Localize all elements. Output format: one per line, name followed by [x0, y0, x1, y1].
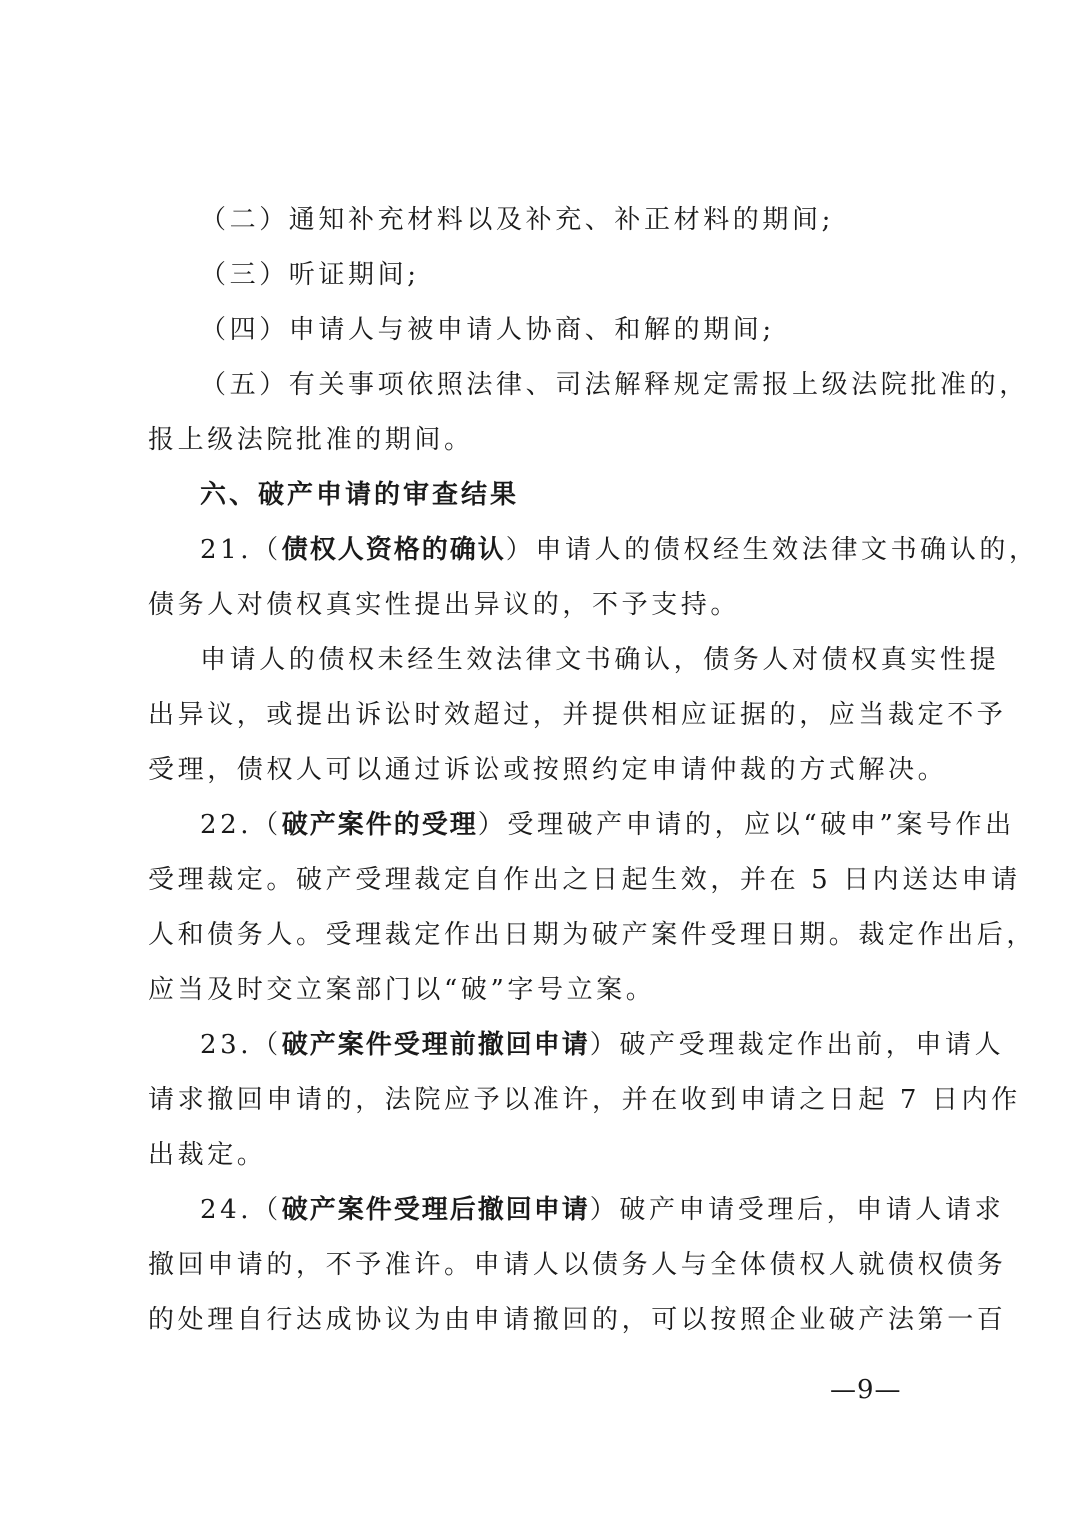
article-22-number: 22.（: [200, 810, 282, 840]
article-22-line-2: 受理裁定。破产受理裁定自作出之日起生效，并在 5 日内送达申请: [148, 865, 1021, 895]
article-21-title: 债权人资格的确认: [281, 535, 506, 565]
article-23-line-3: 出裁定。: [148, 1140, 267, 1170]
article-23-close: ）: [589, 1030, 620, 1060]
paragraph-5-line-2: 报上级法院批准的期间。: [148, 425, 474, 455]
article-24-number: 24.（: [200, 1195, 282, 1225]
article-22-line-3: 人和债务人。受理裁定作出日期为破产案件受理日期。裁定作出后，: [148, 920, 1037, 950]
article-22-line-1-rest: 受理破产申请的，应以“破申”案号作出: [507, 810, 1015, 840]
article-23-lead: [200, 1027, 619, 1063]
article-21-para-2-line-3: 受理，债权人可以通过诉讼或按照约定申请仲裁的方式解决。: [148, 755, 948, 785]
article-21-para-2-line-2: 出异议，或提出诉讼时效超过，并提供相应证据的，应当裁定不予: [148, 700, 1007, 730]
article-23-line-2: 请求撤回申请的，法院应予以准许，并在收到申请之日起 7 日内作: [148, 1085, 1021, 1115]
article-21-line-1: [200, 532, 1039, 568]
paragraph-5-line-1: （五）有关事项依照法律、司法解释规定需报上级法院批准的，: [200, 370, 1029, 400]
page-number: —9—: [830, 1375, 902, 1405]
article-24-line-2: 撤回申请的，不予准许。申请人以债务人与全体债权人就债权债务: [148, 1250, 1007, 1280]
paragraph-3-line-1: （三）听证期间;: [200, 260, 420, 290]
paragraph-2-line-1: （二）通知补充材料以及补充、补正材料的期间;: [200, 205, 834, 235]
section-heading: 六、破产申请的审查结果: [200, 480, 520, 510]
paragraph-4-line-1: （四）申请人与被申请人协商、和解的期间;: [200, 315, 775, 345]
article-21-close: ）: [505, 535, 536, 565]
article-24-title: 破产案件受理后撤回申请: [281, 1195, 590, 1225]
article-21-line-1-rest: 申请人的债权经生效法律文书确认的，: [535, 535, 1039, 565]
article-21-para-2-line-1: 申请人的债权未经生效法律文书确认，债务人对债权真实性提: [200, 645, 1000, 675]
article-23-number: 23.（: [200, 1030, 282, 1060]
article-24-close: ）: [589, 1195, 620, 1225]
article-23-line-1: [200, 1027, 1005, 1063]
article-22-line-1: [200, 807, 1015, 843]
article-23-line-1-rest: 破产受理裁定作出前，申请人: [619, 1030, 1005, 1060]
article-21-number: 21.（: [200, 535, 282, 565]
article-23-title: 破产案件受理前撤回申请: [281, 1030, 590, 1060]
article-22-lead: [200, 807, 507, 843]
article-24-line-1-rest: 破产申请受理后，申请人请求: [619, 1195, 1005, 1225]
article-21-line-2: 债务人对债权真实性提出异议的，不予支持。: [148, 590, 741, 620]
article-22-line-4: 应当及时交立案部门以“破”字号立案。: [148, 975, 656, 1005]
article-24-line-3: 的处理自行达成协议为由申请撤回的，可以按照企业破产法第一百: [148, 1305, 1007, 1335]
article-22-close: ）: [477, 810, 508, 840]
article-21-lead: [200, 532, 535, 568]
article-22-title: 破产案件的受理: [281, 810, 478, 840]
article-24-line-1: [200, 1192, 1005, 1228]
article-24-lead: [200, 1192, 619, 1228]
